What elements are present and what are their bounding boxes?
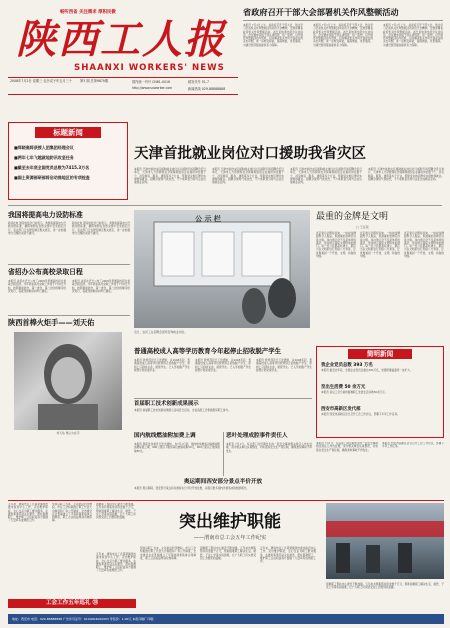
column-body: 北京奥运会即将到来，一块块金牌固然令人振奋，但最重的金牌应该是文明。举办奥运会不仅是体育的盛会，更是展示国家文明形象的窗口。每一位公民都是东道主，都应当以文明的言行迎接八方来客，让世界看到一个开放、文明、和谐的中国。 xyxy=(316,232,356,259)
date-line: 2008年7月2日 星期三 农历戊子年五月三十 xyxy=(10,79,73,83)
cn-code: 国内统一刊号 CN61-0016 xyxy=(132,80,171,84)
left-article-2-title: 省招办公布高校录取日程 xyxy=(8,268,83,276)
top-right-article xyxy=(243,5,443,145)
left-article-1-body: 新华社电 国家电监会日前表示，我国将提高电力设施设防标准，确保电网在自然灾害中安全稳定运行。有关部门正在研究制定相关规定，进一步加强电力设施抗灾能力建设。 xyxy=(72,222,130,235)
lead-article xyxy=(134,144,444,206)
brief-title: 简明新闻 xyxy=(348,349,412,359)
feature-photo xyxy=(326,503,444,579)
top-right-headline: 省政府召开干部大会部署机关作风整顿活动 xyxy=(243,7,399,17)
mid-body: 本报讯 教育部近日下发通知，从2008年起，普通高校成人高等学历教育停止招收脱产学生，原则上只招收业余、函授学生。已入学的脱产学生按原计划完成学业。 xyxy=(256,359,312,372)
left-article-1-title: 我国将提高电力设防标准 xyxy=(8,211,83,219)
mid-headline: 普通高校成人高等学历教育今年起停止招收脱产学生 xyxy=(134,347,281,355)
newspaper-logo-en: SHAANXI WORKERS' NEWS xyxy=(74,63,225,73)
torchbearer-caption: 刘天佑 奥运火炬手 xyxy=(56,431,80,435)
brief-item-3-title: 西安市高新区发代部 xyxy=(321,407,361,412)
left-article-1-body: 新华社电 国家电监会日前表示，我国将提高电力设施设防标准，确保电网在自然灾害中安全稳定运行。有关部门正在研究制定相关规定，进一步加强电力设施抗灾能力建设。 xyxy=(8,222,66,235)
news-article xyxy=(134,432,220,480)
feature-body: 困难职工帮扶中心建设不断加强。五年来共筹集帮扶资金数千万元，帮助困难职工解决生活、就医、子女上学等实际困难，让广大职工切实感受到工会组织的温暖。 xyxy=(200,547,256,560)
column-title: 最重的金牌是文明 xyxy=(316,212,389,222)
photo-caption: 近日，农民工在招聘会现场咨询就业岗位。 xyxy=(134,330,188,334)
mid-body: 本报讯 教育部近日下发通知，从2008年起，普通高校成人高等学历教育停止招收脱产学生，原则上只招收业余、函授学生。已入学的脱产学生按原计划完成学业。 xyxy=(195,359,251,372)
feature-body: 五年来，渭南市总工会紧紧围绕市委市政府中心工作，突出维护职能，全心全意为职工群众服务，在推进和谐劳动关系建设、帮扶困难职工、维护职工合法权益等方面做了大量卓有成效的工作。 xyxy=(96,553,136,573)
masthead-slogan: 畅听西省 关注需求 厚积民微 xyxy=(60,10,116,15)
article-title: 奥运期间西安部分景点半价开放 xyxy=(183,479,263,485)
brief-item-3-body: 本报讯 西安市高新区近日召开工会工作会议，部署下半年工作任务。 xyxy=(321,413,400,416)
article-body: 本报讯 7月1日，有关部门对近期发生的一起安全事故相关责任人作出处理，责令相关单位认真整改，切实落实安全生产责任制，确保类似事故不再发生。 xyxy=(226,443,312,453)
aux-body: 本报讯 首届职工技术创新成果展示活动近日启动，全省各级工会积极组织职工参与。 xyxy=(134,409,231,412)
brief-item-2-title: 至出生活费 50 余万元 xyxy=(321,385,366,390)
feature-body: 困难职工帮扶中心建设不断加强。五年来共筹集帮扶资金数千万元，帮助困难职工解决生活、就医、子女上学等实际困难，让广大职工切实感受到工会组织的温暖。 xyxy=(96,503,136,520)
brief-item-2-body: 本报讯 省总工会日前向困难职工发放生活补助50余万元。 xyxy=(321,391,388,394)
photo-signboard: 公 示 栏 xyxy=(195,215,221,223)
feature-headline: 突出维护职能 xyxy=(179,512,281,532)
feature-article xyxy=(8,503,444,613)
aux-article xyxy=(134,400,312,430)
hotline: 新闻热线 029-88888888 xyxy=(188,87,226,91)
torchbearer-photo xyxy=(14,332,122,430)
index-item[interactable]: ■截至去年底全国党员总数为7415.3万名 xyxy=(14,165,90,170)
feature-body: 五年来，渭南市总工会紧紧围绕市委市政府中心工作，突出维护职能，全心全意为职工群众服务，在推进和谐劳动关系建设、帮扶困难职工、维护职工合法权益等方面做了大量卓有成效的工作。 xyxy=(260,547,316,564)
mid-article xyxy=(134,346,312,394)
column-byline: □ 王亚民 xyxy=(356,225,369,229)
column-body: 北京奥运会即将到来，一块块金牌固然令人振奋，但最重的金牌应该是文明。举办奥运会不仅是体育的盛会，更是展示国家文明形象的窗口。每一位公民都是东道主，都应当以文明的言行迎接八方来客，让世界看到一个开放、文明、和谐的中国。 xyxy=(404,232,444,259)
brief-item-1-title: 我企业党员总数 393 万名 xyxy=(321,363,373,368)
left-article-3-title: 陕西首棒火炬手——刘天佑 xyxy=(8,318,95,327)
website-url: http://www.sxworker.com xyxy=(132,86,173,90)
column-body: 北京奥运会即将到来，一块块金牌固然令人振奋，但最重的金牌应该是文明。举办奥运会不仅是体育的盛会，更是展示国家文明形象的窗口。每一位公民都是东道主，都应当以文明的言行迎接八方来客，让世界看到一个开放、文明、和谐的中国。 xyxy=(360,232,400,259)
masthead xyxy=(8,4,238,114)
feature-subhead: ——渭南市总工会五年工作纪实 xyxy=(193,535,267,541)
feature-body: 坚持以职工为本，主动依法科学维权。市总工会积极推行职工代表大会制度和厂务公开制度，全市建会企业普遍建立了平等协商和集体合同制度，职工合法权益得到有效保障。 xyxy=(52,503,92,523)
index-item[interactable]: ■郑晓高将获授入团集团经理会议 xyxy=(14,145,74,150)
lead-body-col2: 本报讯 天津市首批灾区援助就业岗位对口援助专场招聘会近日举行，天津市人力资源和社会保障局组织企业提供岗位数千个，涉及制造、服务、建筑等多个行业，帮助受灾地区群众实现转移就业。招聘会现场气氛热烈，不少求职者当场与企业达成就业意向。 xyxy=(212,168,284,185)
feature-body: 坚持以职工为本，主动依法科学维权。市总工会积极推行职工代表大会制度和厂务公开制度，全市建会企业普遍建立了平等协商和集体合同制度，职工合法权益得到有效保障。 xyxy=(140,547,196,560)
news-article xyxy=(226,432,312,476)
aux-title: 首届职工技术创新成果展示 xyxy=(134,401,199,407)
article-title: 国内航线燃油附加费上调 xyxy=(134,433,196,439)
postal-code: 邮发代号 51-7 xyxy=(188,80,209,84)
top-right-body-col3: 本报讯 7月1日上午，省政府召开干部大会，传达学习全省机关作风整顿活动动员大会精神，安排部署省政府机关作风整顿活动。省长袁纯清出席会议并讲话。会议要求各级干部认清形势，统一思想，以开展作风整顿活动为契机，切实解决机关作风方面存在的突出问题，进一步转变职能，提高效能，优化服务，为建设西部强省提供有力保障。 xyxy=(383,24,443,47)
lead-headline: 天津首批就业岗位对口援助我省灾区 xyxy=(134,146,366,162)
news-article xyxy=(134,478,312,498)
lead-body-col3: 本报讯 天津市首批灾区援助就业岗位对口援助专场招聘会近日举行，天津市人力资源和社会保障局组织企业提供岗位数千个，涉及制造、服务、建筑等多个行业，帮助受灾地区群众实现转移就业。招聘会现场气氛热烈，不少求职者当场与企业达成就业意向。 xyxy=(290,168,362,185)
index-item[interactable]: ■国土资源部研部将启动推地区的专项检查 xyxy=(14,175,90,180)
article-body: 本报讯 国家发改委近日发出通知，自7月1日起，国内航线旅客运输燃油附加费标准上调，800公里以下航线每位旅客收取50元，800公里以上航线收取80元。 xyxy=(134,443,220,453)
column-article xyxy=(316,210,444,328)
right-lower-body: 本报讯 西安市高新区近日召开工会工作会议，部署下半年工作任务。 xyxy=(382,442,444,449)
feature-body: 五年来，渭南市总工会紧紧围绕市委市政府中心工作，突出维护职能，全心全意为职工群众服务，在推进和谐劳动关系建设、帮扶困难职工、维护职工合法权益等方面做了大量卓有成效的工作。 xyxy=(8,503,48,523)
left-article-2-body: 本报讯 省招办近日公布了2008年普通高校招生录取日程安排。今年我省高考录取工作将于7月8日开始，按照提前批次、第一批次、第二批次的顺序依次进行，各批次录取时间均已确定。 xyxy=(8,280,66,293)
newspaper-logo: 陕西工人报 xyxy=(16,16,226,63)
index-title: 标题新闻 xyxy=(35,127,101,138)
article-title: 恶叶处理成腔事件责任人 xyxy=(226,433,288,439)
index-box xyxy=(8,122,128,200)
brief-item-1-body: 本报讯 截至去年底，全国企业党员总数达393万名，党组织覆盖面进一步扩大。 xyxy=(321,369,413,372)
feature-body: 困难职工帮扶中心建设不断加强。五年来共筹集帮扶资金数千万元，帮助困难职工解决生活、就医、子女上学等实际困难，让广大职工切实感受到工会组织的温暖。 xyxy=(326,583,444,590)
lead-body-col4: 本报讯 天津市首批灾区援助就业岗位对口援助专场招聘会近日举行，天津市人力资源和社会保障局组织企业提供岗位数千个，涉及制造、服务、建筑等多个行业，帮助受灾地区群众实现转移就业。招聘会现场气氛热烈，不少求职者当场与企业达成就业意向。 xyxy=(368,168,444,181)
footer-bar xyxy=(8,614,444,624)
article-body: 本报讯 奥运期间，西安部分景点将对游客实行半价开放优惠，以吸引更多国内外游客来陕旅游观光。 xyxy=(134,487,249,490)
feature-side-banner: 工会工作五年巡礼 ㉘ xyxy=(8,599,136,608)
issue-number: 第3 期 总第9870期 xyxy=(80,79,109,83)
top-right-body-col2: 本报讯 7月1日上午，省政府召开干部大会，传达学习全省机关作风整顿活动动员大会精神，安排部署省政府机关作风整顿活动。省长袁纯清出席会议并讲话。会议要求各级干部认清形势，统一思想，以开展作风整顿活动为契机，切实解决机关作风方面存在的突出问题，进一步转变职能，提高效能，优化服务，为建设西部强省提供有力保障。 xyxy=(313,24,373,47)
index-item[interactable]: ■两年七年飞越就地防汛攻坚任务 xyxy=(14,155,74,160)
lead-body-col1: 本报讯 天津市首批灾区援助就业岗位对口援助专场招聘会近日举行，天津市人力资源和社会保障局组织企业提供岗位数千个，涉及制造、服务、建筑等多个行业，帮助受灾地区群众实现转移就业。招聘会现场气氛热烈，不少求职者当场与企业达成就业意向。 xyxy=(134,168,206,185)
left-article-2-body: 本报讯 省招办近日公布了2008年普通高校招生录取日程安排。今年我省高考录取工作将于7月8日开始，按照提前批次、第一批次、第二批次的顺序依次进行，各批次录取时间均已确定。 xyxy=(72,280,130,293)
brief-news xyxy=(316,346,444,438)
footer-text: 地址：西安市 电话：029-88888888 广告许可证号：6100004000003 零售价：1.00元 本报印刷厂印刷 xyxy=(12,617,154,621)
mid-body: 本报讯 教育部近日下发通知，从2008年起，普通高校成人高等学历教育停止招收脱产学生，原则上只招收业余、函授学生。已入学的脱产学生按原计划完成学业。 xyxy=(134,359,190,372)
top-right-body-col1: 本报讯 7月1日上午，省政府召开干部大会，传达学习全省机关作风整顿活动动员大会精神，安排部署省政府机关作风整顿活动。省长袁纯清出席会议并讲话。会议要求各级干部认清形势，统一思想，以开展作风整顿活动为契机，切实解决机关作风方面存在的突出问题，进一步转变职能，提高效能，优化服务，为建设西部强省提供有力保障。 xyxy=(243,24,303,47)
right-lower-body: 本报讯 7月1日，有关部门对近期发生的一起安全事故相关责任人作出处理，责令相关单位认真整改，切实落实安全生产责任制，确保类似事故不再发生。 xyxy=(316,442,378,452)
job-fair-photo xyxy=(134,210,310,328)
